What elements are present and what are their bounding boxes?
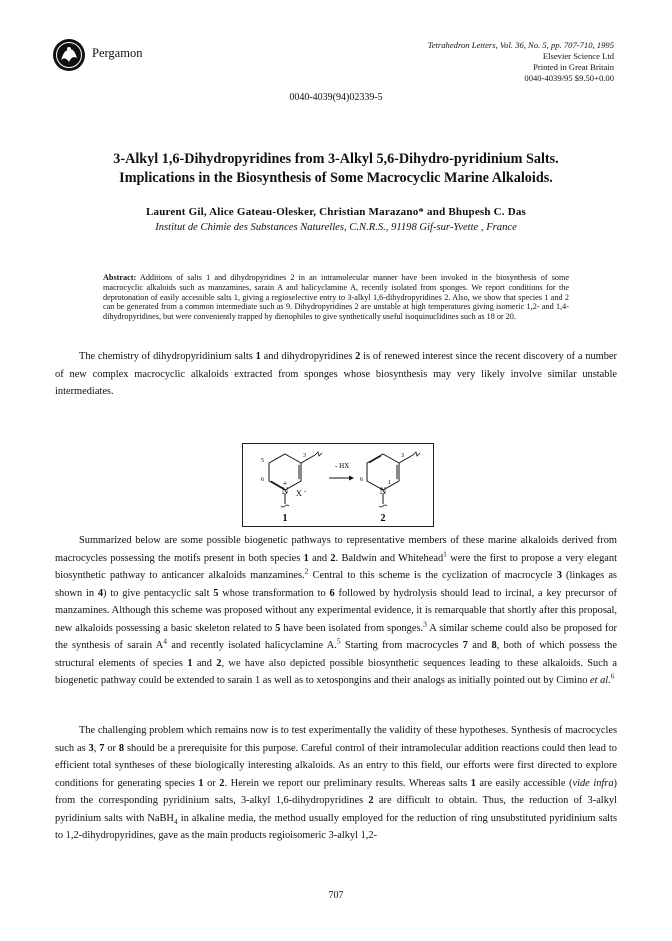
position-3-left: 3 — [303, 453, 306, 459]
title-line-2: Implications in the Biosynthesis of Some Macrocyclic Marine Alkaloids. — [119, 169, 553, 186]
abstract-text: Additions of salts 1 and dihydropyridines 2 in an intramolecular manner have been invoked in the biosynthesis of some macrocyclic alkaloids such as manzamines, sarain A and halicyclamine A, recently isolated from sponges. We report conditions for the deprotonation of easily accessible salts 1, giving a regioselective entry to 3-alkyl 1,6-dihydropyridines 2. Also, we show that species 1 and 2 can be generated from a common intermediate such as 9. Dihydropyridines 2 are unstable at high temperatures giving isomeric 1,2- and 1,4-dihydropyridines, but were conveniently trapped by dienophiles to give synthetically useful isoquinuclidines such as 18 or 20. — [103, 273, 569, 322]
scheme-drawing — [243, 444, 433, 526]
body-paragraph: The challenging problem which remains now is to test experimentally the validity of these hypotheses. Synthesis of macrocycles such as 3, 7 or 8 should be a prerequisite for this purpose. Careful control of their intramolecular addition reactions could then lead to efficient total syntheses of these biologically interesting alkaloids. As an entry to this field, our efforts were first directed to explore conditions for generating species 1 or 2. Herein we report our preliminary results. Whereas salts 1 are easily accessible (vide infra) from the corresponding pyridinium salts, 3-alkyl 1,6-dihydropyridines 2 are difficult to obtain. Thus, the reduction of 3-alkyl pyridinium salts with NaBH$_4$ in alkaline media, the method usually employed for the reduction of ring unsubstituted pyridinium salts to 1,2-dihydropyridines, gave as the main products regioisomeric 3-alkyl 1,2- — [55, 725, 617, 841]
paper-title — [40, 150, 632, 187]
affiliation: Institut de Chimie des Substances Naturelles, C.N.R.S., 91198 Gif-sur-Yvette , France — [155, 222, 517, 233]
body-paragraph: The chemistry of dihydropyridinium salts 1 and dihydropyridines 2 is of renewed interest since the recent discovery of a number of new complex macrocyclic alkaloids extracted from sponges whose biosynthesis may very likely involve similar unstable intermediates. — [55, 351, 618, 397]
n-atom-left: N — [281, 486, 289, 496]
document-code: 0040-4039(94)02339-5 — [289, 92, 383, 103]
position-1-right: 1 — [388, 480, 391, 486]
position-3-right: 3 — [401, 453, 404, 459]
price-code: 0040-4039/95 $9.50+0.00 — [524, 73, 614, 83]
journal-citation: Tetrahedron Letters, Vol. 36, No. 5, pp. 707-710, 1995 — [427, 40, 614, 50]
counterion-charge: - — [304, 487, 307, 495]
page-number: 707 — [328, 890, 344, 901]
position-5-left: 5 — [261, 458, 264, 464]
position-6-right: 6 — [360, 477, 363, 483]
reagent-label: - HX — [335, 462, 350, 470]
abstract — [103, 273, 569, 322]
compound-label-2: 2 — [380, 513, 386, 524]
body-paragraph: Summarized below are some possible biogenetic pathways to representative members of these marine alkaloids derived from macrocycles possessing the motifs present in both species 1 and 2. Baldwin and Whitehead$^1$ were the first to propose a very elegant biosynthetic pathway to anticancer alkaloids manzamines.$^2$ Central to this scheme is the cyclization of macrocycle 3 (linkages as shown in 4) to give pentacyclic salt 5 whose transformation to 6 followed by hydrolysis should lead to ircinal, a key precursor of manzamines. Although this scheme was proposed without any experimental evidence, it is remarquable that shortly after this proposal, new alkaloids possessing a basic skeleton related to 5 have been isolated from sponges.$^3$ A similar scheme could also be proposed for the synthesis of sarain $A^4$ and recently isolated halicyclamine A.$^5$ Starting from macrocycles 7 and 8, both of which possess the structural elements of species 1 and 2, we have also depicted possible biosynthetic sequences leading to these alkaloids. Such a biogenetic pathway could be extended to sarain 1 as well as to xetospongins and their analogs as initially pointed out by Cimino et al.$^6$ — [55, 535, 618, 686]
counterion-x: X — [296, 489, 302, 498]
position-6-left: 6 — [261, 477, 264, 483]
plus-charge: + — [282, 479, 288, 488]
journal-info — [428, 40, 614, 84]
compound-label-1: 1 — [282, 513, 288, 524]
n-atom-right: N — [379, 486, 387, 496]
title-line-1: 3-Alkyl 1,6-Dihydropyridines from 3-Alkyl 5,6-Dihydro-pyridinium Salts. — [113, 151, 559, 167]
publisher-line: Elsevier Science Ltd — [542, 51, 614, 61]
printed-line: Printed in Great Britain — [533, 62, 614, 72]
reaction-scheme — [242, 443, 434, 527]
abstract-label: Abstract: — [103, 273, 137, 282]
author-list: Laurent Gil, Alice Gateau-Olesker, Christian Marazano* and Bhupesh C. Das — [145, 206, 527, 218]
pergamon-logo-icon — [52, 38, 86, 72]
publisher-name: Pergamon — [92, 46, 143, 60]
